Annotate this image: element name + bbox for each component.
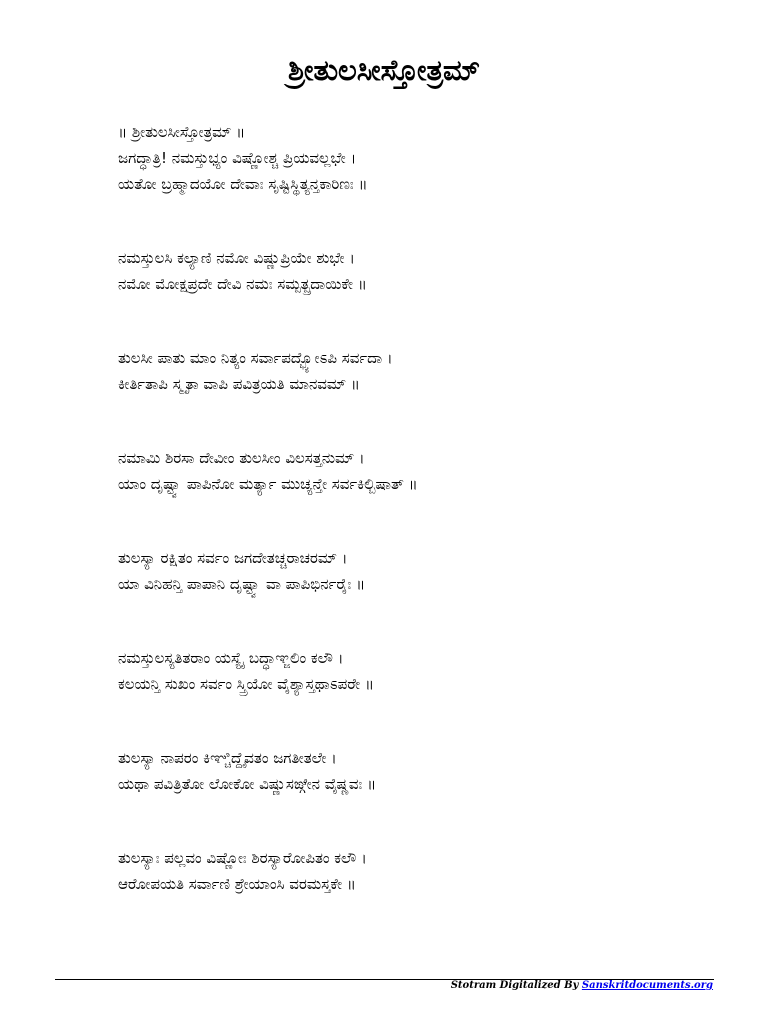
stanza xyxy=(118,345,738,397)
verse-line: ತುಲಸ್ಯಾ ರಕ್ಷಿತಂ ಸರ್ವಂ ಜಗದೇತಚ್ಚರಾಚರಮ್ । xyxy=(118,549,348,567)
verse-line: ಕೀರ್ತಿತಾಪಿ ಸ್ಮೃತಾ ವಾಪಿ ಪವಿತ್ರಯತಿ ಮಾನವಮ್ ॥ xyxy=(118,375,360,393)
verse-line: ಯತೋ ಬ್ರಹ್ಮಾದಯೋ ದೇವಾಃ ಸೃಷ್ಟಿಸ್ಥಿತ್ಯನ್ತಕಾರಿಣಃ ॥ xyxy=(118,175,368,193)
verse-line: ನಮಸ್ತುಲಸ್ಯತಿತರಾಂ ಯಸ್ಯೈ ಬದ್ಧಾಞ್ಜಲಿಂ ಕಲೌ । xyxy=(118,649,344,667)
verse-body xyxy=(118,119,738,945)
footer-credit-text: Stotram Digitalized By xyxy=(450,980,582,991)
verse-line: ತುಲಸೀ ಪಾತು ಮಾಂ ನಿತ್ಯಂ ಸರ್ವಾಪದ್ಭ್ಯೋಽಪಿ ಸರ್ವದಾ । xyxy=(118,349,393,367)
stanza xyxy=(118,445,738,497)
verse-line: ॥ ಶ್ರೀತುಲಸೀಸ್ತೋತ್ರಮ್ ॥ xyxy=(118,123,246,141)
verse-line: ತುಲಸ್ಯಾ ನಾಪರಂ ಕಿಞ್ಚಿದ್ದೈವತಂ ಜಗತೀತಲೇ । xyxy=(118,749,337,767)
verse-line: ನಮಸ್ತುಲಸಿ ಕಲ್ಯಾಣಿ ನಮೋ ವಿಷ್ಣುಪ್ರಿಯೇ ಶುಭೇ । xyxy=(118,249,355,267)
verse-line: ನಮಾಮಿ ಶಿರಸಾ ದೇವೀಂ ತುಲಸೀಂ ವಿಲಸತ್ತನುಮ್ । xyxy=(118,449,365,467)
verse-line: ಆರೋಪಯತಿ ಸರ್ವಾಣಿ ಶ್ರೇಯಾಂಸಿ ವರಮಸ್ತಕೇ ॥ xyxy=(118,875,356,893)
stanza xyxy=(118,745,738,797)
verse-line: ಯಥಾ ಪವಿತ್ರಿತೋ ಲೋಕೋ ವಿಷ್ಣುಸಙ್ಗೇನ ವೈಷ್ಣವಃ ॥ xyxy=(118,775,377,793)
stanza xyxy=(118,119,738,197)
page-title: ಶ್ರೀತುಲಸೀಸ್ತೋತ್ರಮ್ xyxy=(287,53,481,87)
verse-line: ಯಾಂ ದೃಷ್ಟ್ವಾ ಪಾಪಿನೋ ಮರ್ತ್ಯಾ ಮುಚ್ಯನ್ತೇ ಸರ್ವಕಿಲ್ಬಿಷಾತ್ ॥ xyxy=(118,475,418,493)
stanza xyxy=(118,645,738,697)
stanza xyxy=(118,845,738,897)
footer-credit xyxy=(451,979,713,993)
verse-line: ತುಲಸ್ಯಾಃ ಪಲ್ಲವಂ ವಿಷ್ಣೋಃ ಶಿರಸ್ಯಾರೋಪಿತಂ ಕಲೌ । xyxy=(118,849,367,867)
verse-line: ನಮೋ ಮೋಕ್ಷಪ್ರದೇ ದೇವಿ ನಮಃ ಸಮ್ಪತ್ಪ್ರದಾಯಿಕೇ ॥ xyxy=(118,275,367,293)
stanza xyxy=(118,545,738,597)
verse-line: ಕಲಯನ್ತಿ ಸುಖಂ ಸರ್ವಂ ಸ್ತ್ರಿಯೋ ವೈಶ್ಯಾಸ್ತಥಾಽಪರೇ ॥ xyxy=(118,675,375,693)
verse-line: ಯಾ ವಿನಿಹನ್ತಿ ಪಾಪಾನಿ ದೃಷ್ಟ್ವಾ ವಾ ಪಾಪಿಭಿರ್ನರೈಃ ॥ xyxy=(118,575,366,593)
sanskritdocuments-link[interactable]: Sanskritdocuments.org xyxy=(581,980,713,991)
verse-line: ಜಗದ್ಧಾತ್ರಿ! ನಮಸ್ತುಭ್ಯಂ ವಿಷ್ಣೋಶ್ಚ ಪ್ರಿಯವಲ್ಲಭೇ । xyxy=(118,149,357,167)
stanza xyxy=(118,245,738,297)
